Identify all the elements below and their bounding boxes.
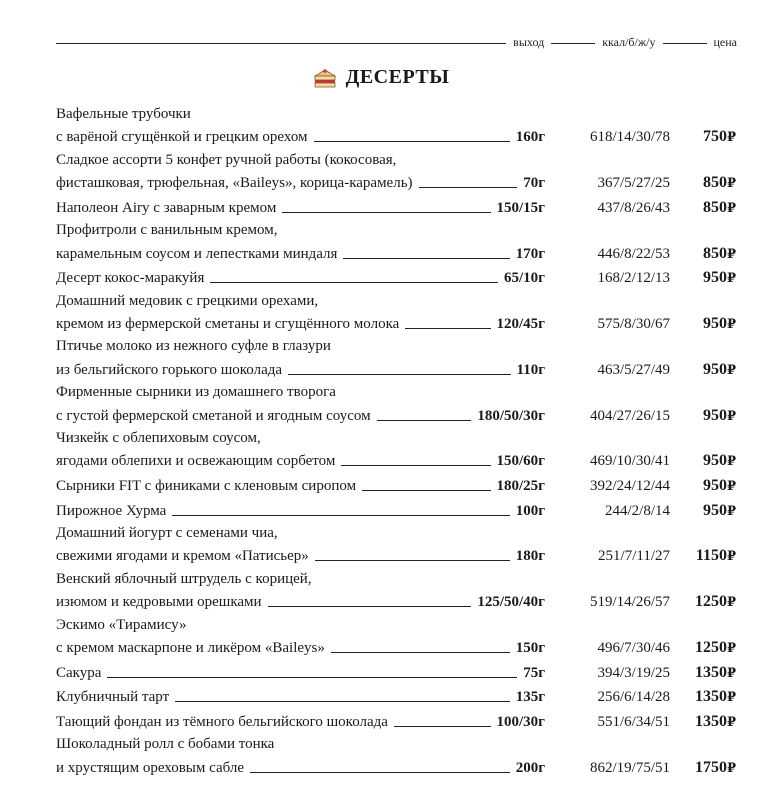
currency-symbol: ₽ [726, 594, 736, 610]
item-weight: 180/50/30г [477, 407, 545, 424]
menu-item [56, 196, 736, 217]
currency-symbol: ₽ [726, 639, 736, 655]
item-name-last-line [56, 403, 545, 424]
item-name-line: Профитроли с ванильным кремом, [56, 222, 278, 239]
item-name-line: и хрустящим ореховым сабле [56, 759, 245, 776]
item-nutrition: 496/7/30/46 [597, 639, 670, 656]
menu-item [56, 291, 736, 333]
menu-item [56, 685, 736, 706]
item-price-value: 850 [702, 244, 727, 262]
menu-item [56, 382, 736, 424]
dotted-leader [314, 141, 510, 142]
dotted-leader [250, 772, 510, 773]
item-name-line: с кремом маскарпоне и ликёром «Baileys» [56, 639, 325, 656]
menu-item [56, 569, 736, 611]
item-name-last-line [56, 358, 545, 379]
item-price-value: 1150 [695, 547, 727, 565]
currency-symbol: ₽ [726, 502, 736, 518]
item-price-value: 1250 [694, 638, 727, 656]
currency-symbol: ₽ [726, 548, 736, 564]
item-weight: 125/50/40г [477, 594, 545, 611]
item-weight: 110г [516, 361, 545, 378]
menu-item [56, 615, 736, 657]
item-name-last-line [56, 474, 545, 495]
item-name-line: Птичье молоко из нежного суфле в глазури [56, 338, 331, 355]
menu-item [56, 498, 736, 519]
item-name-last-line [56, 241, 545, 262]
currency-symbol: ₽ [726, 315, 736, 331]
item-name-line: Фирменные сырники из домашнего творога [56, 384, 336, 401]
menu-item [56, 710, 736, 731]
item-price [695, 759, 736, 777]
currency-symbol: ₽ [726, 129, 736, 145]
item-name-last-line [56, 710, 545, 731]
item-name-line: Тающий фондан из тёмного бельгийского шоколада [56, 713, 388, 730]
dotted-leader [362, 490, 490, 491]
item-price-value: 1750 [694, 758, 727, 776]
menu-item [56, 428, 736, 470]
dotted-leader [343, 258, 509, 259]
item-name-line: Сладкое ассорти 5 конфет ручной работы (кокосовая, [56, 151, 397, 168]
item-nutrition: 404/27/26/15 [589, 407, 670, 424]
item-name-line: Домашний йогурт с семенами чиа, [56, 525, 278, 541]
item-name-line: фисташковая, трюфельная, «Baileys», корица-карамель) [56, 175, 413, 192]
dotted-leader [315, 560, 510, 561]
menu-item [56, 660, 736, 681]
item-name-line: кремом из фермерской сметаны и сгущённого молока [56, 315, 400, 332]
currency-symbol: ₽ [726, 689, 736, 705]
item-name-line: Домашний медовик с грецкими орехами, [56, 292, 319, 309]
currency-symbol: ₽ [726, 199, 736, 215]
item-nutrition: 367/5/27/25 [597, 175, 670, 192]
item-price [703, 174, 736, 192]
item-name-last-line [56, 171, 545, 192]
currency-symbol: ₽ [726, 759, 736, 775]
menu-item [56, 104, 736, 146]
item-name-last-line [56, 544, 545, 565]
item-price-value: 950 [702, 314, 727, 332]
item-price-value: 750 [702, 128, 727, 146]
item-name-line: Шоколадный ролл с бобами тонка [56, 736, 275, 753]
item-price-value: 950 [702, 501, 727, 519]
item-weight: 200г [515, 759, 545, 776]
item-weight: 170г [515, 245, 545, 262]
item-name-line: Сырники FIT с финиками с кленовым сиропом [56, 477, 357, 494]
item-name-line: свежими ягодами и кремом «Патисьер» [56, 548, 309, 565]
dotted-leader [282, 212, 490, 213]
item-price [695, 593, 736, 611]
item-name-last-line [56, 449, 545, 470]
item-nutrition: 618/14/30/78 [589, 129, 670, 146]
item-price-value: 1250 [694, 593, 727, 611]
dotted-leader [377, 420, 472, 421]
item-name-last-line [56, 755, 545, 776]
price-column-label: цена [713, 34, 737, 49]
cake-icon [312, 67, 338, 89]
item-price-value: 1350 [694, 688, 727, 706]
item-weight: 150г [515, 639, 545, 656]
dotted-leader [288, 374, 510, 375]
dotted-leader [341, 465, 490, 466]
item-name-line: изюмом и кедровыми орешками [56, 594, 262, 611]
item-name-last-line [56, 196, 545, 217]
item-price-value: 850 [702, 174, 727, 192]
item-weight: 180/25г [496, 477, 545, 494]
item-name-line: Наполеон Airy с заварным кремом [56, 199, 277, 216]
menu-item [56, 266, 736, 287]
menu-item [56, 220, 736, 262]
item-name-line: Вафельные трубочки [56, 106, 191, 122]
item-price-value: 950 [702, 452, 727, 470]
item-name-line: с густой фермерской сметаной и ягодным соусом [56, 407, 371, 424]
currency-symbol: ₽ [726, 477, 736, 493]
item-weight: 100/30г [496, 713, 545, 730]
dotted-leader [175, 701, 510, 702]
item-nutrition: 575/8/30/67 [597, 315, 670, 332]
item-price-value: 950 [702, 360, 727, 378]
dotted-leader [394, 726, 491, 727]
currency-symbol: ₽ [726, 664, 736, 680]
currency-symbol: ₽ [726, 407, 736, 423]
column-header-row [56, 33, 737, 51]
item-weight: 120/45г [496, 315, 545, 332]
item-weight: 70г [523, 175, 545, 192]
item-price [703, 199, 736, 217]
item-weight: 75г [523, 664, 545, 681]
item-price [703, 315, 736, 333]
currency-symbol: ₽ [726, 270, 736, 286]
item-price [703, 477, 736, 495]
item-name-line: Чизкейк с облепиховым соусом, [56, 430, 261, 446]
item-name-last-line [56, 498, 545, 519]
menu-item [56, 150, 736, 192]
item-weight: 180г [515, 548, 545, 565]
item-name-line: Клубничный тарт [56, 689, 170, 706]
header-divider [663, 43, 707, 44]
menu-item [56, 336, 736, 378]
item-price-value: 950 [702, 406, 727, 424]
menu-item [56, 734, 736, 776]
dotted-leader [107, 677, 517, 678]
item-price [696, 547, 736, 565]
item-nutrition: 251/7/11/27 [598, 548, 670, 565]
item-price [695, 713, 736, 731]
header-divider [551, 43, 595, 44]
item-price [703, 245, 736, 263]
item-name-line: с варёной сгущёнкой и грецким орехом [56, 129, 308, 146]
item-weight: 150/15г [496, 199, 545, 216]
item-nutrition: 469/10/30/41 [589, 453, 670, 470]
item-price [703, 269, 736, 287]
dotted-leader [268, 606, 472, 607]
currency-symbol: ₽ [726, 453, 736, 469]
item-nutrition: 862/19/75/51 [589, 759, 670, 776]
item-nutrition: 168/2/12/13 [597, 270, 670, 287]
item-nutrition: 244/2/8/14 [604, 502, 670, 519]
item-price-value: 950 [702, 269, 727, 287]
item-name-line: карамельным соусом и лепестками миндаля [56, 245, 338, 262]
item-price [703, 407, 736, 425]
item-nutrition: 446/8/22/53 [597, 245, 670, 262]
item-nutrition: 392/24/12/44 [589, 477, 670, 494]
item-price [703, 452, 736, 470]
item-name-line: Эскимо «Тирамису» [56, 616, 187, 633]
item-name-last-line [56, 312, 545, 333]
item-weight: 160г [515, 129, 545, 146]
item-price [695, 664, 736, 682]
item-name-line: Сакура [56, 664, 102, 681]
item-name-line: Пирожное Хурма [56, 502, 167, 519]
item-name-last-line [56, 660, 545, 681]
dotted-leader [419, 187, 518, 188]
item-price-value: 850 [702, 198, 727, 216]
item-nutrition: 463/5/27/49 [597, 361, 670, 378]
item-nutrition: 551/6/34/51 [597, 713, 670, 730]
section-title [0, 66, 761, 89]
dotted-leader [210, 282, 498, 283]
item-price-value: 1350 [694, 663, 727, 681]
section-title-text: ДЕСЕРТЫ [345, 66, 450, 88]
item-nutrition: 437/8/26/43 [597, 199, 670, 216]
currency-symbol: ₽ [726, 361, 736, 377]
item-weight: 150/60г [496, 453, 545, 470]
dotted-leader [172, 515, 509, 516]
weight-column-label: выход [513, 34, 545, 49]
item-price [703, 502, 736, 520]
item-price [703, 361, 736, 379]
item-nutrition: 256/6/14/28 [597, 689, 670, 706]
header-divider [56, 43, 506, 44]
menu-item [56, 474, 736, 495]
dotted-leader [405, 328, 490, 329]
nutrition-column-label: ккал/б/ж/у [602, 34, 656, 49]
item-weight: 100г [515, 502, 545, 519]
item-name-line: ягодами облепихи и освежающим сорбетом [56, 453, 336, 470]
currency-symbol: ₽ [726, 245, 736, 261]
item-nutrition: 394/3/19/25 [597, 664, 670, 681]
item-weight: 135г [515, 689, 545, 706]
item-name-last-line [56, 636, 545, 657]
item-price-value: 1350 [694, 712, 727, 730]
item-name-line: Венский яблочный штрудель с корицей, [56, 570, 312, 587]
item-name-last-line [56, 125, 545, 146]
item-name-last-line [56, 685, 545, 706]
item-name-last-line [56, 266, 545, 287]
menu-item [56, 523, 736, 565]
item-nutrition: 519/14/26/57 [589, 594, 670, 611]
item-name-line: Десерт кокос-маракуйя [56, 270, 205, 287]
currency-symbol: ₽ [726, 175, 736, 191]
currency-symbol: ₽ [726, 713, 736, 729]
dotted-leader [331, 652, 510, 653]
item-price [695, 639, 736, 657]
item-price [703, 128, 736, 146]
item-name-last-line [56, 590, 545, 611]
item-price-value: 950 [702, 476, 727, 494]
item-price [695, 688, 736, 706]
item-name-line: из бельгийского горького шоколада [56, 361, 283, 378]
item-weight: 65/10г [504, 270, 545, 287]
